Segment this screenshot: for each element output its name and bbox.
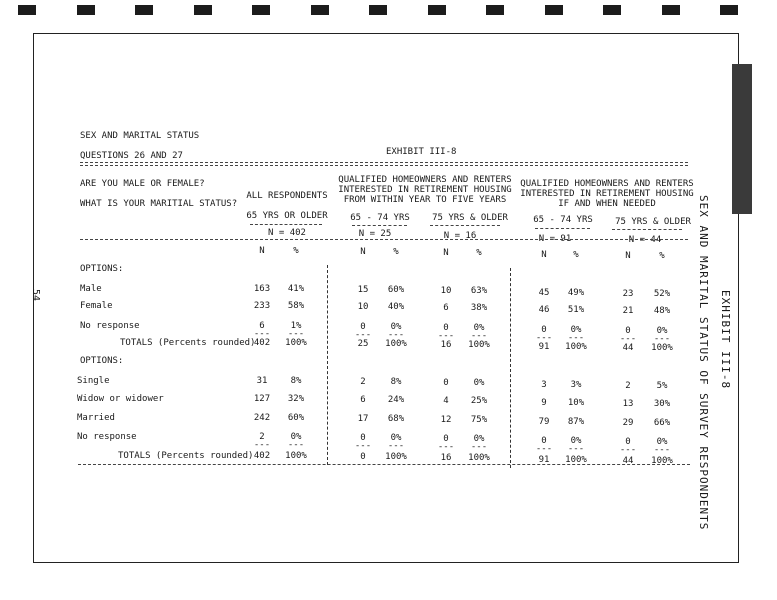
column-header-n: N (625, 251, 631, 261)
sum-underline: --- (253, 440, 271, 450)
sum-underline: --- (653, 445, 671, 455)
cell-percent: 49% (567, 288, 585, 298)
binder-tick (18, 5, 36, 15)
binder-tick (662, 5, 680, 15)
sum-underline: --- (470, 442, 488, 452)
cell-percent: 0% (473, 378, 485, 388)
cell-count: 3 (541, 380, 547, 390)
header-bottom-rule (80, 239, 688, 240)
cell-percent: 100% (468, 340, 490, 350)
cell-percent: 58% (287, 301, 305, 311)
binder-tick (252, 5, 270, 15)
cell-percent: 0% (390, 322, 402, 332)
cell-count: 2 (259, 432, 265, 442)
row-label: No response (77, 432, 137, 442)
cell-count: 25 (357, 339, 369, 349)
cell-percent: 1% (290, 321, 302, 331)
cell-percent: 100% (285, 338, 307, 348)
column-header-n: N (541, 250, 547, 260)
sub-all: 65 YRS OR OLDER (246, 211, 328, 221)
cell-percent: 0% (656, 437, 668, 447)
row-label: No response (80, 321, 140, 331)
sub-right-75: 75 YRS & OLDER (615, 217, 691, 227)
group-mid-line3: FROM WITHIN YEAR TO FIVE YEARS (343, 195, 507, 205)
sum-underline: --- (387, 330, 405, 340)
cell-percent: 100% (651, 456, 673, 466)
cell-percent: 100% (565, 455, 587, 465)
cell-percent: 75% (470, 415, 488, 425)
cell-count: 13 (622, 399, 634, 409)
cell-count: 79 (538, 417, 550, 427)
cell-count: 17 (357, 414, 369, 424)
cell-count: 16 (440, 453, 452, 463)
cell-count: 44 (622, 456, 634, 466)
cell-percent: 30% (653, 399, 671, 409)
column-header-n: N (259, 246, 265, 256)
sum-underline: --- (287, 329, 305, 339)
n-all: N = 402 (268, 228, 306, 238)
sum-underline: --- (470, 331, 488, 341)
n-mid-a: N = 25 (358, 229, 392, 239)
side-subtitle: SEX AND MARITAL STATUS OF SURVEY RESPONDENTS (697, 195, 710, 531)
cell-count: 0 (360, 322, 366, 332)
cell-count: 31 (256, 376, 268, 386)
cell-percent: 0% (290, 432, 302, 442)
sum-underline: --- (619, 334, 637, 344)
sum-underline: --- (437, 331, 455, 341)
exhibit-label: EXHIBIT III-8 (386, 147, 457, 157)
cell-count: 12 (440, 415, 452, 425)
column-header-n: N (443, 248, 449, 258)
column-header-percent: % (293, 246, 299, 256)
heading: SEX AND MARITAL STATUS (80, 131, 200, 141)
row-label: Male (80, 284, 102, 294)
cell-percent: 0% (656, 326, 668, 336)
cell-count: 402 (253, 451, 271, 461)
sub-mid-65-74: 65 - 74 YRS (350, 213, 410, 223)
n-right-b: N = 44 (628, 235, 662, 245)
cell-count: 9 (541, 398, 547, 408)
cell-percent: 8% (390, 377, 402, 387)
cell-percent: 41% (287, 284, 305, 294)
cell-percent: 100% (285, 451, 307, 461)
cell-count: 0 (541, 436, 547, 446)
sub-right-a-rule (535, 228, 590, 229)
row-label: TOTALS (Percents rounded) (120, 338, 256, 348)
cell-count: 46 (538, 305, 550, 315)
cell-percent: 32% (287, 394, 305, 404)
cell-count: 163 (253, 284, 271, 294)
binder-tick (311, 5, 329, 15)
table-bottom-rule (78, 464, 690, 465)
sub-mid-a-rule (352, 225, 407, 226)
sub-mid-b-rule (430, 225, 500, 226)
cell-percent: 5% (656, 381, 668, 391)
sub-right-65-74: 65 - 74 YRS (533, 215, 593, 225)
sub-mid-75: 75 YRS & OLDER (432, 213, 508, 223)
question-1: ARE YOU MALE OR FEMALE? (80, 179, 205, 189)
column-header-percent: % (573, 250, 579, 260)
cell-count: 402 (253, 338, 271, 348)
cell-count: 4 (443, 396, 449, 406)
sum-underline: --- (619, 445, 637, 455)
cell-percent: 100% (651, 343, 673, 353)
sum-underline: --- (253, 329, 271, 339)
sum-underline: --- (354, 330, 372, 340)
cell-count: 0 (443, 378, 449, 388)
cell-count: 6 (360, 395, 366, 405)
cell-percent: 60% (287, 413, 305, 423)
cell-percent: 63% (470, 286, 488, 296)
binder-tick (603, 5, 621, 15)
binder-tick (194, 5, 212, 15)
cell-count: 0 (360, 433, 366, 443)
cell-count: 233 (253, 301, 271, 311)
cell-percent: 52% (653, 289, 671, 299)
binder-tick (428, 5, 446, 15)
sum-underline: --- (567, 444, 585, 454)
sum-underline: --- (653, 334, 671, 344)
column-header-n: N (360, 247, 366, 257)
cell-count: 16 (440, 340, 452, 350)
cell-count: 15 (357, 285, 369, 295)
cell-count: 0 (443, 323, 449, 333)
binder-tick (369, 5, 387, 15)
options-label-1: OPTIONS: (80, 264, 124, 274)
sum-underline: --- (535, 333, 553, 343)
cell-percent: 24% (387, 395, 405, 405)
cell-percent: 100% (565, 342, 587, 352)
cell-percent: 68% (387, 414, 405, 424)
row-label: Single (77, 376, 110, 386)
group-mid-line2: INTERESTED IN RETIREMENT HOUSING (338, 185, 512, 195)
cell-count: 127 (253, 394, 271, 404)
cell-count: 0 (360, 452, 366, 462)
sum-underline: --- (567, 333, 585, 343)
binder-tick (545, 5, 563, 15)
side-exhibit-title: EXHIBIT III-8 (719, 290, 732, 390)
cell-count: 0 (625, 326, 631, 336)
cell-percent: 0% (390, 433, 402, 443)
cell-percent: 8% (290, 376, 302, 386)
cell-count: 242 (253, 413, 271, 423)
cell-count: 6 (259, 321, 265, 331)
column-header-percent: % (476, 248, 482, 258)
cell-count: 2 (360, 377, 366, 387)
binder-tick (486, 5, 504, 15)
cell-percent: 10% (567, 398, 585, 408)
sum-underline: --- (387, 441, 405, 451)
cell-count: 29 (622, 418, 634, 428)
cell-percent: 0% (570, 325, 582, 335)
separator-1 (327, 265, 328, 465)
sum-underline: --- (287, 440, 305, 450)
n-mid-b: N = 16 (443, 231, 477, 241)
row-label: TOTALS (Percents rounded) (118, 451, 254, 461)
row-label: Female (80, 301, 113, 311)
cell-count: 6 (443, 303, 449, 313)
question-2: WHAT IS YOUR MARITIAL STATUS? (80, 199, 238, 209)
row-label: Widow or widower (77, 394, 164, 404)
cell-percent: 48% (653, 306, 671, 316)
cell-count: 91 (538, 342, 550, 352)
cell-count: 10 (357, 302, 369, 312)
sum-underline: --- (354, 441, 372, 451)
row-label: Married (77, 413, 115, 423)
binder-tick (135, 5, 153, 15)
cell-percent: 3% (570, 380, 582, 390)
group-all-title: ALL RESPONDENTS (246, 191, 328, 201)
cell-percent: 100% (385, 339, 407, 349)
cell-percent: 66% (653, 418, 671, 428)
cell-percent: 25% (470, 396, 488, 406)
cell-percent: 40% (387, 302, 405, 312)
cell-percent: 38% (470, 303, 488, 313)
sum-underline: --- (535, 444, 553, 454)
group-right-line2: INTERESTED IN RETIREMENT HOUSING (520, 189, 694, 199)
cell-count: 0 (625, 437, 631, 447)
binder-tick (77, 5, 95, 15)
separator-2 (510, 268, 511, 468)
group-right-line1: QUALIFIED HOMEOWNERS AND RENTERS (520, 179, 694, 189)
header-double-rule (80, 162, 688, 166)
page-number: 54 (30, 289, 41, 302)
cell-count: 44 (622, 343, 634, 353)
cell-percent: 87% (567, 417, 585, 427)
cell-count: 10 (440, 286, 452, 296)
cell-percent: 0% (473, 323, 485, 333)
sub-right-b-rule (612, 229, 682, 230)
cell-percent: 0% (570, 436, 582, 446)
cell-count: 0 (443, 434, 449, 444)
cell-percent: 100% (468, 453, 490, 463)
cell-count: 91 (538, 455, 550, 465)
cell-percent: 100% (385, 452, 407, 462)
page-edge-shadow (732, 64, 752, 214)
column-header-percent: % (393, 247, 399, 257)
cell-count: 2 (625, 381, 631, 391)
column-header-percent: % (659, 251, 665, 261)
sum-underline: --- (437, 442, 455, 452)
cell-count: 23 (622, 289, 634, 299)
cell-percent: 60% (387, 285, 405, 295)
cell-percent: 51% (567, 305, 585, 315)
cell-count: 0 (541, 325, 547, 335)
sub-all-rule (250, 224, 322, 225)
questions-label: QUESTIONS 26 AND 27 (80, 151, 183, 161)
group-mid-line1: QUALIFIED HOMEOWNERS AND RENTERS (338, 175, 512, 185)
options-label-2: OPTIONS: (80, 356, 124, 366)
n-right-a: N = 91 (538, 234, 572, 244)
cell-count: 21 (622, 306, 634, 316)
binder-tick (720, 5, 738, 15)
group-right-line3: IF AND WHEN NEEDED (558, 199, 656, 209)
cell-percent: 0% (473, 434, 485, 444)
cell-count: 45 (538, 288, 550, 298)
